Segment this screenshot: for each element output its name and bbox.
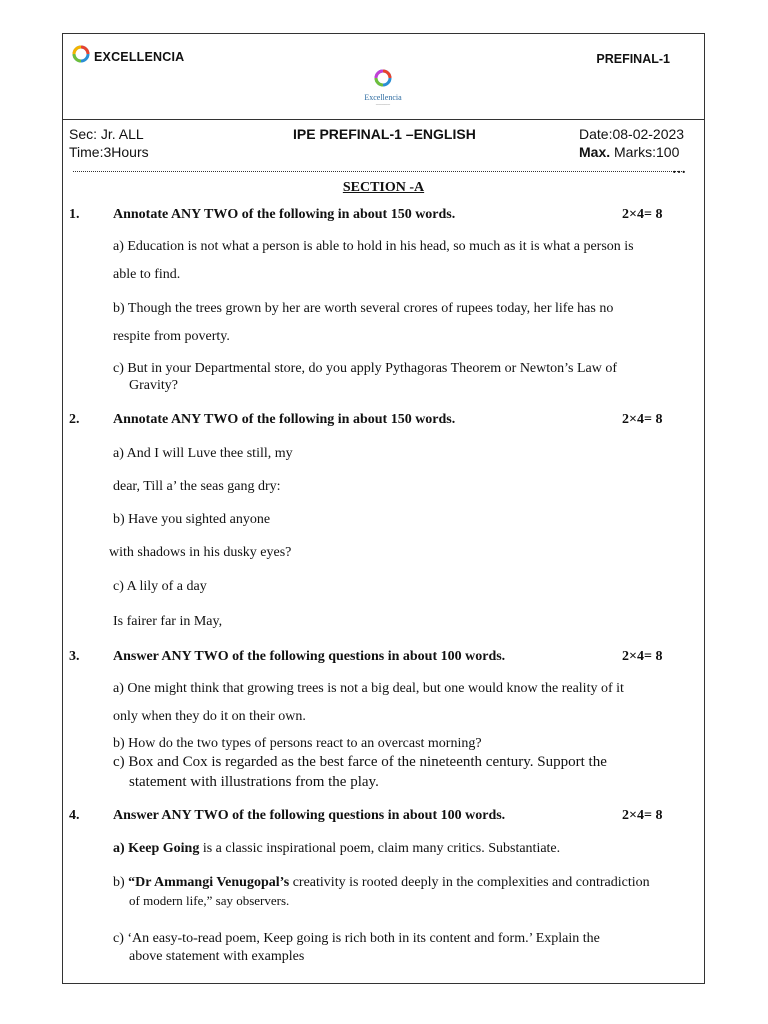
header-rule <box>63 119 704 120</box>
option-line: b) Though the trees grown by her are worth several crores of rupees today, her life has no <box>113 301 614 316</box>
question-marks: 2×4= 8 <box>622 207 663 222</box>
option-line: statement with illustrations from the play. <box>129 774 379 790</box>
option-line <box>113 874 703 892</box>
exam-title: IPE PREFINAL-1 –ENGLISH <box>293 126 476 142</box>
max-marks-label: Max. <box>579 144 611 160</box>
option-line: c) ‘An easy-to-read poem, Keep going is rich both in its content and form.’ Explain the <box>113 931 600 946</box>
option-line: only when they do it on their own. <box>113 709 306 724</box>
question-number: 2. <box>69 412 80 427</box>
question-text: Answer ANY TWO of the following questions in about 100 words. <box>113 649 506 664</box>
option-line: a) And I will Luve thee still, my <box>113 446 293 461</box>
brand-header <box>71 44 184 64</box>
question-marks: 2×4= 8 <box>622 649 663 664</box>
option-line: respite from poverty. <box>113 329 230 344</box>
option-line: b) How do the two types of persons react to an overcast morning? <box>113 736 482 751</box>
option-prefix: b) <box>113 875 129 890</box>
option-line: b) Have you sighted anyone <box>113 512 271 527</box>
question-number: 4. <box>69 808 80 823</box>
option-line: Is fairer far in May, <box>113 614 223 629</box>
dotted-divider <box>73 171 682 172</box>
option-line: a) One might think that growing trees is not a big deal, but one would know the reality of it <box>113 681 624 696</box>
option-line: dear, Till a’ the seas gang dry: <box>113 479 281 494</box>
excellencia-emblem-icon <box>372 68 394 88</box>
option-line: c) But in your Departmental store, do you apply Pythagoras Theorem or Newton’s Law of <box>113 361 618 376</box>
exam-tag: PREFINAL-1 <box>596 52 670 66</box>
option-text: is a classic inspirational poem, claim many critics. Substantiate. <box>199 841 561 856</box>
time-label: Time:3Hours <box>69 144 149 160</box>
question-marks: 2×4= 8 <box>622 412 663 427</box>
question-text: Annotate ANY TWO of the following in about 150 words. <box>113 207 456 222</box>
section-title: SECTION -A <box>342 180 425 195</box>
option-bold: a) Keep Going <box>113 841 200 856</box>
option-text: creativity is rooted deeply in the complexities and contradiction <box>289 875 650 890</box>
exam-date: Date:08-02-2023 <box>579 126 685 142</box>
option-line: c) A lily of a day <box>113 579 207 594</box>
option-line: a) Education is not what a person is able to hold in his head, so much as it is what a person is <box>113 239 634 254</box>
question-number: 1. <box>69 207 80 222</box>
question-text: Answer ANY TWO of the following questions in about 100 words. <box>113 808 506 823</box>
center-logo <box>353 68 413 107</box>
max-marks-value: Marks:100 <box>610 144 680 160</box>
option-line <box>113 840 703 858</box>
exam-paper <box>62 33 705 984</box>
logo-wordmark: Excellencia <box>364 93 402 102</box>
question-number: 3. <box>69 649 80 664</box>
option-line: with shadows in his dusky eyes? <box>109 545 292 560</box>
question-marks: 2×4= 8 <box>622 808 663 823</box>
brand-name: EXCELLENCIA <box>94 50 185 64</box>
logo-tagline-mark: ───── <box>375 102 391 107</box>
question-text: Annotate ANY TWO of the following in about 150 words. <box>113 412 456 427</box>
option-line: of modern life,” say observers. <box>129 893 290 908</box>
option-line: Gravity? <box>129 378 178 393</box>
max-marks <box>579 143 679 161</box>
option-line: c) Box and Cox is regarded as the best farce of the nineteenth century. Support the <box>113 754 607 770</box>
option-line: able to find. <box>113 267 181 282</box>
dotted-divider-end: … <box>672 162 686 177</box>
excellencia-logo-icon <box>71 44 91 64</box>
sec-label: Sec: Jr. ALL <box>69 126 144 142</box>
option-bold: “Dr Ammangi Venugopal’s <box>128 875 290 890</box>
option-line: above statement with examples <box>129 949 305 964</box>
